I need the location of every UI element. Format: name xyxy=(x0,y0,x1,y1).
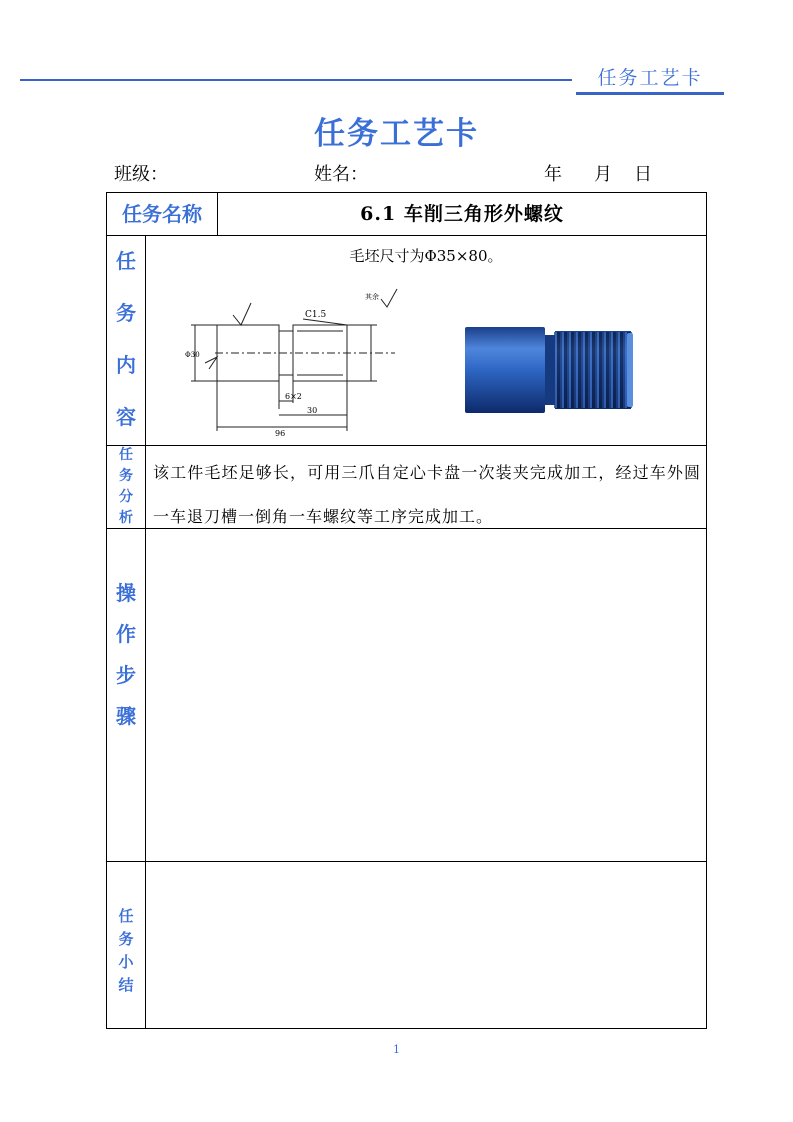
label-char: 任 xyxy=(118,907,134,925)
label-char: 务 xyxy=(118,930,134,948)
groove-label: 6×2 xyxy=(285,392,302,401)
label-char: 容 xyxy=(116,405,136,429)
row-divider xyxy=(107,235,706,236)
label-char: 结 xyxy=(118,976,134,994)
task-name-label: 任务名称 xyxy=(122,202,202,226)
diameter-label: Φ30 xyxy=(185,351,200,359)
total-length-label: 96 xyxy=(275,429,286,437)
task-summary-label xyxy=(107,905,145,997)
task-analysis-label xyxy=(107,445,145,529)
task-name-value: 6.1 车削三角形外螺纹 xyxy=(360,203,564,225)
label-char: 小 xyxy=(118,953,134,971)
row-divider xyxy=(107,861,706,862)
page-number: 1 xyxy=(393,1043,400,1056)
year-label: 年 xyxy=(544,164,562,185)
label-char: 务 xyxy=(116,301,136,325)
day-label: 日 xyxy=(634,164,652,185)
thread-length-label: 30 xyxy=(307,406,318,415)
roughness-label: 其余 xyxy=(365,293,379,301)
label-char: 操 xyxy=(116,581,136,605)
col-divider xyxy=(145,235,146,1029)
label-char: 析 xyxy=(119,510,133,526)
page-title: 任务工艺卡 xyxy=(314,116,479,152)
label-char: 任 xyxy=(116,249,136,273)
part-drawing xyxy=(185,285,425,437)
header-tag: 任务工艺卡 xyxy=(576,64,724,95)
label-char: 分 xyxy=(119,489,133,505)
blank-size-text: 毛坯尺寸为Φ35×80。 xyxy=(349,247,503,265)
part-render-image xyxy=(463,325,635,415)
chamfer-label: C1.5 xyxy=(305,310,327,320)
task-content-label xyxy=(107,245,145,453)
month-label: 月 xyxy=(594,164,612,185)
label-char: 作 xyxy=(116,622,136,646)
label-char: 务 xyxy=(119,468,133,484)
header-rule xyxy=(20,79,572,81)
label-char: 步 xyxy=(116,663,136,687)
row-divider xyxy=(107,445,706,446)
task-analysis-text: 该工件毛坯足够长，可用三爪自定心卡盘一次装夹完成加工，经过车外圆一车退刀槽一倒角一车螺纹等工序完成加工。 xyxy=(153,463,701,526)
label-char: 任 xyxy=(119,447,133,463)
name-label: 姓名： xyxy=(314,164,368,185)
label-char: 内 xyxy=(116,353,136,377)
class-label: 班级： xyxy=(114,164,168,185)
label-char: 骤 xyxy=(116,704,136,728)
operation-steps-label xyxy=(107,577,145,741)
process-card-table xyxy=(106,192,707,1029)
